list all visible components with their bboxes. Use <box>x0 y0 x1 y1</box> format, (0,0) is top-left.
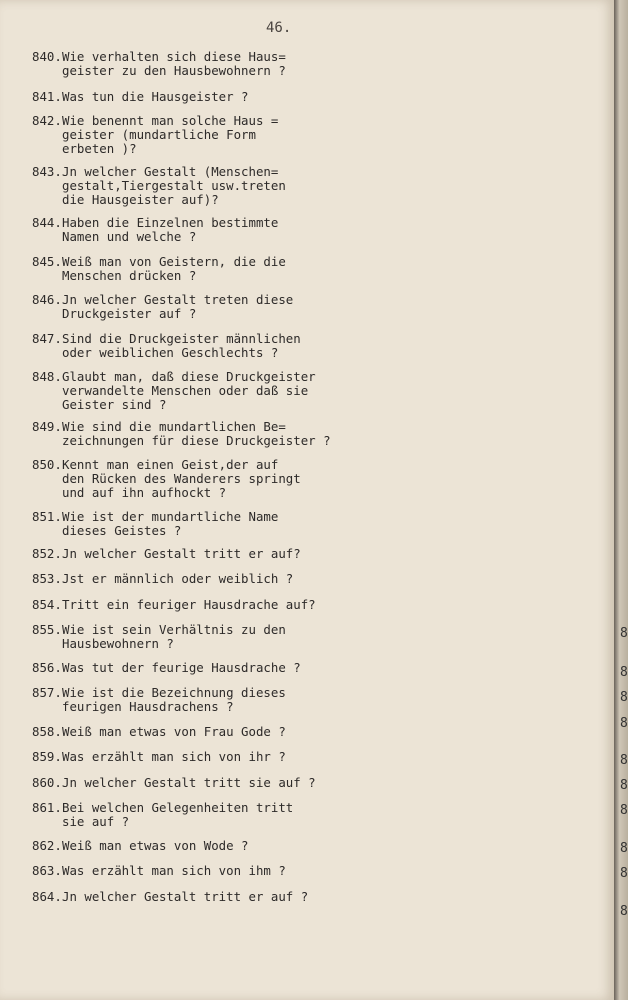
question-number: 859. <box>32 749 62 764</box>
question-number: 843. <box>32 164 62 179</box>
question-863 <box>32 864 286 878</box>
question-864 <box>32 890 308 904</box>
question-text: Jn welcher Gestalt treten diese Druckgeister auf ? <box>62 292 294 321</box>
question-text: Jn welcher Gestalt tritt er auf ? <box>62 889 309 904</box>
question-861 <box>32 801 293 829</box>
edge-mark: 8 <box>620 803 628 818</box>
question-text: Glaubt man, daß diese Druckgeister verwandelte Menschen oder daß sie Geister sind ? <box>62 369 316 412</box>
question-number: 861. <box>32 800 62 815</box>
question-844 <box>32 216 278 244</box>
question-text: Was erzählt man sich von ihr ? <box>62 749 286 764</box>
question-number: 848. <box>32 369 62 384</box>
question-text: Was tut der feurige Hausdrache ? <box>62 660 301 675</box>
question-number: 844. <box>32 215 62 230</box>
question-text: Wie verhalten sich diese Haus= geister zu den Hausbewohnern ? <box>62 49 286 78</box>
question-text: Jn welcher Gestalt (Menschen= gestalt,Tiergestalt usw.treten die Hausgeister auf)? <box>62 164 286 207</box>
question-854 <box>32 598 316 612</box>
question-848 <box>32 370 316 412</box>
question-850 <box>32 458 301 500</box>
question-849 <box>32 420 331 448</box>
question-text: Weiß man von Geistern, die die Menschen drücken ? <box>62 254 286 283</box>
question-text: Weiß man etwas von Wode ? <box>62 838 249 853</box>
question-number: 851. <box>32 509 62 524</box>
edge-mark: 8 <box>620 904 628 919</box>
question-number: 855. <box>32 622 62 637</box>
question-text: Tritt ein feuriger Hausdrache auf? <box>62 597 316 612</box>
question-851 <box>32 510 278 538</box>
question-number: 847. <box>32 331 62 346</box>
question-text: Weiß man etwas von Frau Gode ? <box>62 724 286 739</box>
edge-mark: 8 <box>620 626 628 641</box>
question-number: 857. <box>32 685 62 700</box>
question-number: 842. <box>32 113 62 128</box>
question-number: 849. <box>32 419 62 434</box>
question-number: 858. <box>32 724 62 739</box>
question-847 <box>32 332 301 360</box>
question-text: Jn welcher Gestalt tritt sie auf ? <box>62 775 316 790</box>
question-text: Jst er männlich oder weiblich ? <box>62 571 294 586</box>
question-846 <box>32 293 293 321</box>
question-number: 856. <box>32 660 62 675</box>
question-number: 850. <box>32 457 62 472</box>
question-number: 854. <box>32 597 62 612</box>
question-842 <box>32 114 278 156</box>
edge-mark: 8 <box>620 778 628 793</box>
question-number: 862. <box>32 838 62 853</box>
question-859 <box>32 750 286 764</box>
question-858 <box>32 725 286 739</box>
question-number: 846. <box>32 292 62 307</box>
edge-mark: 8 <box>620 716 628 731</box>
question-856 <box>32 661 301 675</box>
question-852 <box>32 547 301 561</box>
question-841 <box>32 90 249 104</box>
question-number: 852. <box>32 546 62 561</box>
question-text: Wie ist der mundartliche Name dieses Geistes ? <box>62 509 279 538</box>
question-860 <box>32 776 316 790</box>
question-number: 841. <box>32 89 62 104</box>
question-text: Jn welcher Gestalt tritt er auf? <box>62 546 301 561</box>
edge-mark: 8 <box>620 866 628 881</box>
question-text: Wie ist sein Verhältnis zu den Hausbewohnern ? <box>62 622 286 651</box>
question-843 <box>32 165 286 207</box>
question-number: 860. <box>32 775 62 790</box>
question-text: Was tun die Hausgeister ? <box>62 89 249 104</box>
question-text: Haben die Einzelnen bestimmte Namen und welche ? <box>62 215 279 244</box>
question-number: 840. <box>32 49 62 64</box>
question-text: Kennt man einen Geist,der auf den Rücken des Wanderers springt und auf ihn aufhockt ? <box>62 457 301 500</box>
question-number: 853. <box>32 571 62 586</box>
question-857 <box>32 686 286 714</box>
question-number: 863. <box>32 863 62 878</box>
question-840 <box>32 50 286 78</box>
question-845 <box>32 255 286 283</box>
edge-mark: 8 <box>620 753 628 768</box>
page-number: 46. <box>266 20 292 36</box>
edge-mark: 8 <box>620 690 628 705</box>
question-text: Wie benennt man solche Haus = geister (mundartliche Form erbeten )? <box>62 113 279 156</box>
question-number: 845. <box>32 254 62 269</box>
question-862 <box>32 839 249 853</box>
edge-mark: 8 <box>620 665 628 680</box>
question-text: Bei welchen Gelegenheiten tritt sie auf ? <box>62 800 294 829</box>
question-853 <box>32 572 293 586</box>
question-text: Was erzählt man sich von ihm ? <box>62 863 286 878</box>
question-855 <box>32 623 286 651</box>
question-text: Wie sind die mundartlichen Be= zeichnungen für diese Druckgeister ? <box>62 419 331 448</box>
question-number: 864. <box>32 889 62 904</box>
question-text: Wie ist die Bezeichnung dieses feurigen Hausdrachens ? <box>62 685 286 714</box>
question-text: Sind die Druckgeister männlichen oder weiblichen Geschlechts ? <box>62 331 301 360</box>
edge-mark: 8 <box>620 841 628 856</box>
